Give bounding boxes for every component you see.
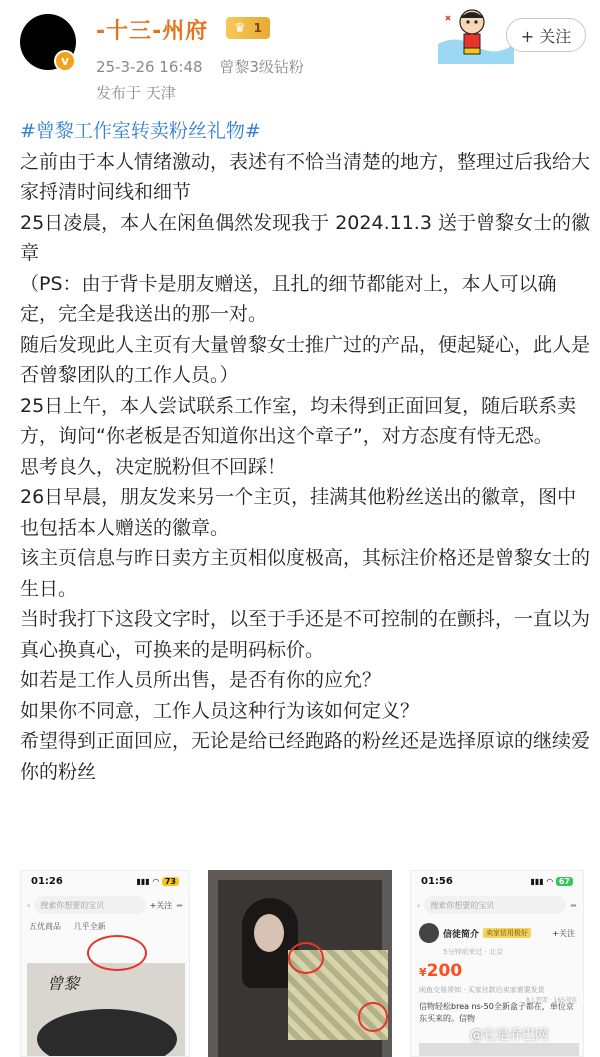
post-paragraph: 如果你不同意，工作人员这种行为该如何定义？ [20, 699, 420, 722]
signature: 曾黎 [47, 974, 80, 993]
post-paragraph: （PS：由于背卡是朋友赠送，且扎的细节都能对上，本人可以确定，完全是我送出的那一对。 [20, 272, 557, 325]
watermark [470, 1024, 548, 1043]
status-bar [21, 871, 189, 891]
item-description: 信物轻松brea ns-50全新盒子都在，单位京东买来的。信物 [419, 1002, 574, 1023]
post-paragraph: 希望得到正面回应，无论是给已经跑路的粉丝还是选择原谅的继续爱你的粉丝 [20, 730, 591, 783]
post-paragraph: 25日凌晨，本人在闲鱼偶然发现我于 2024.11.3 送于曾黎女士的徽章 [20, 211, 590, 264]
post-image-1[interactable] [20, 870, 190, 1057]
item-price [411, 957, 583, 981]
post-paragraph: 之前由于本人情绪激动，表述有不恰当清楚的地方，整理过后我给大家捋清时间线和细节 [20, 150, 591, 203]
post-date: 25-3-26 16:48 [96, 58, 203, 76]
follow-label: +关注 [149, 900, 173, 910]
crown-icon: ♛ [233, 20, 246, 36]
search-input: 搜索你想要的宝贝 [424, 896, 566, 914]
post-header [0, 0, 600, 108]
search-input: 搜索你想要的宝贝 [34, 896, 145, 914]
item-stats: 8人想要 · 165浏览 [526, 997, 577, 1004]
portrait-shape [37, 1009, 177, 1057]
highlight-circle [358, 1002, 388, 1032]
post-content [20, 116, 590, 787]
status-bar [411, 871, 583, 891]
attribute-value: 几乎全新 [73, 922, 106, 931]
fan-level: 曾黎3级钻粉 [219, 58, 304, 76]
watermark-text: @它是乔巴网 [470, 1028, 549, 1043]
topic-hashtag[interactable]: #曾黎工作室转卖粉丝礼物# [20, 120, 261, 142]
attribute-label: 五优商品 [29, 922, 61, 931]
seller-name: 信徒简介 [443, 929, 480, 940]
username[interactable]: -十三-州府 [96, 19, 209, 44]
vip-level: 1 [253, 21, 262, 35]
share-icon: ➦ [570, 900, 577, 910]
vip-badge [226, 17, 270, 39]
wifi-icon: ◠ [152, 876, 159, 886]
price-value: 200 [426, 961, 463, 981]
post-paragraph: 26日早晨，朋友发来另一个主页，挂满其他粉丝送出的徽章，图中也包括本人赠送的徽章。 [20, 486, 577, 539]
app-search-bar [27, 895, 183, 915]
post-paragraph: 随后发现此人主页有大量曾黎女士推广过的产品，便起疑心，此人是否曾黎团队的工作人员。） [20, 333, 591, 386]
highlight-circle [87, 935, 147, 971]
item-attributes [21, 919, 189, 934]
follow-button[interactable] [506, 18, 586, 52]
post-meta [96, 56, 304, 77]
back-icon: ‹ [27, 900, 31, 910]
post-paragraph: 25日上午，本人尝试联系工作室，均未得到正面回复，随后联系卖方，询问“你老板是否知道你出这个章子”，对方态度有恃无恐。 [20, 394, 577, 447]
follow-label: + 关注 [520, 26, 572, 46]
face-shape [254, 914, 284, 952]
highlight-circle [288, 942, 324, 974]
verified-badge-icon: v [54, 50, 76, 72]
signed-card-photo [27, 963, 185, 1057]
status-time: 01:56 [421, 875, 453, 887]
post-paragraph: 该主页信息与昨日卖方主页相似度极高，其标注价格还是曾黎女士的生日。 [20, 547, 591, 600]
cartoon-sticker-icon [436, 4, 516, 64]
post-image-2[interactable] [208, 870, 392, 1057]
app-search-bar [417, 895, 577, 915]
item-thumbnail [419, 1043, 579, 1057]
wifi-icon: ◠ [546, 876, 553, 886]
battery-icon: 67 [556, 877, 573, 886]
post-location: 发布于 天津 [96, 84, 176, 102]
seller-avatar [419, 923, 439, 943]
trade-notice: 闲鱼交易须知 · 买家付款后卖家需要发货 [419, 986, 545, 994]
follow-label: +关注 [552, 928, 575, 938]
post-paragraph: 思考良久，决定脱粉但不回踩！ [20, 455, 287, 478]
share-icon: ➦ [176, 900, 183, 910]
post-paragraph: 如若是工作人员所出售，是否有你的应允？ [20, 669, 382, 691]
seller-tag: 卖家信用极好 [483, 928, 531, 938]
status-time: 01:26 [31, 875, 63, 887]
seller-subtext: 5分钟前来过 · 北京 [443, 948, 504, 956]
currency-symbol: ¥ [419, 966, 427, 979]
signal-icon: ▮▮▮ [136, 876, 150, 886]
back-icon: ‹ [417, 900, 421, 910]
signal-icon: ▮▮▮ [530, 876, 544, 886]
battery-icon: 73 [162, 877, 179, 886]
post-paragraph: 当时我打下这段文字时，以至于手还是不可控制的在颤抖，一直以为真心换真心，可换来的是明码标价。 [20, 608, 591, 661]
seller-info [411, 919, 583, 947]
